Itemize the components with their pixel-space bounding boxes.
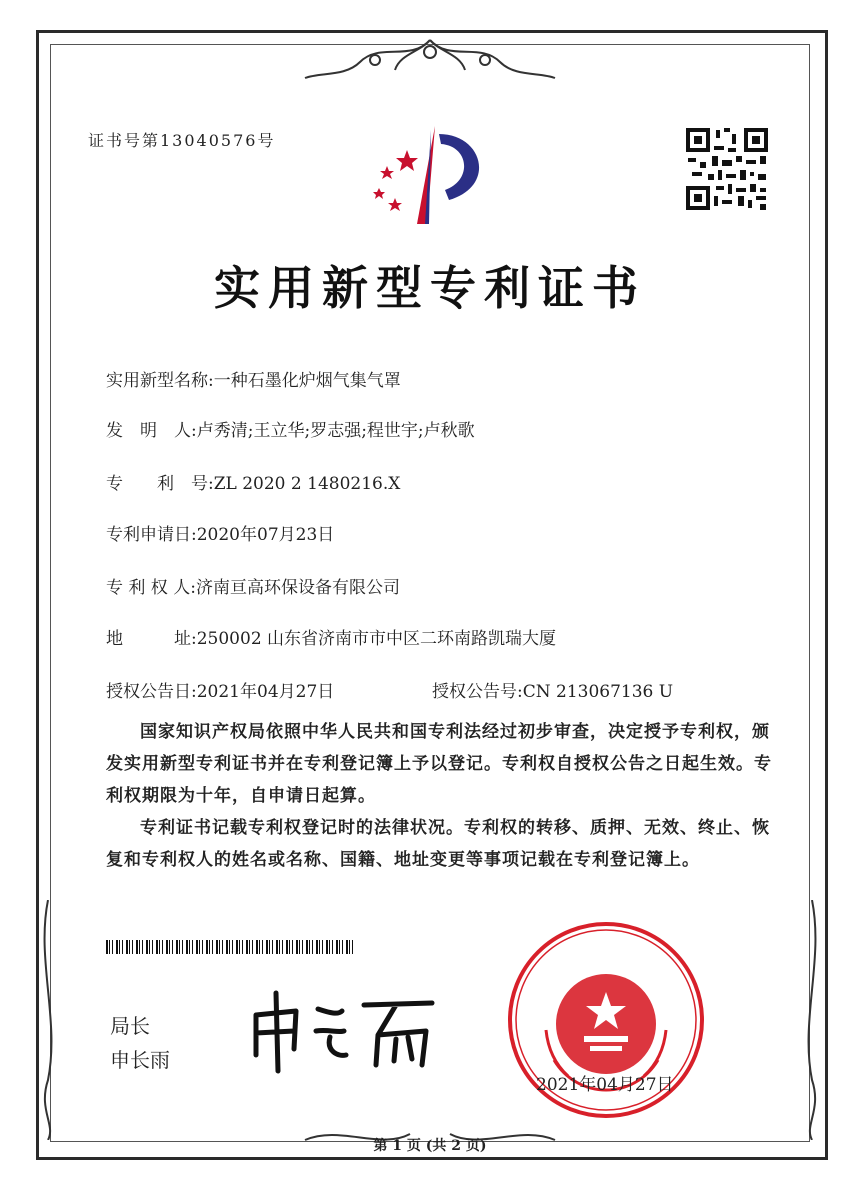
field-grant-number (432, 677, 673, 702)
barcode-bar (182, 940, 183, 954)
barcode-bar (312, 940, 313, 954)
field-label: 实用新型名称: (106, 371, 214, 391)
director-title: 局长 (110, 1014, 150, 1038)
barcode-bar (106, 940, 108, 954)
barcode-bar (199, 940, 200, 954)
barcode-bar (256, 940, 258, 954)
field-value: 2021年04月27日 (196, 682, 335, 702)
barcode-bar (262, 940, 263, 954)
barcode-bar (296, 940, 298, 954)
barcode-bar (339, 940, 340, 954)
barcode-bar (342, 940, 343, 954)
field-inventors (106, 416, 475, 441)
barcode-bar (259, 940, 260, 954)
barcode-bar (346, 940, 348, 954)
field-value: 250002 山东省济南市市中区二环南路凯瑞大厦 (196, 629, 557, 649)
field-utility-model-name (106, 366, 401, 391)
barcode-bar (226, 940, 228, 954)
barcode-bar (269, 940, 270, 954)
barcode-bar (136, 940, 138, 954)
barcode-bar (246, 940, 248, 954)
barcode-bar (322, 940, 323, 954)
barcode-bar (179, 940, 180, 954)
barcode-bar (129, 940, 130, 954)
barcode-bar (142, 940, 143, 954)
field-value: CN 213067136 U (522, 682, 674, 702)
barcode-bar (116, 940, 118, 954)
barcode-bar (206, 940, 208, 954)
field-patent-number (106, 469, 400, 494)
field-label: 专 利 权 人: (106, 578, 196, 598)
corner-ornament-icon (36, 900, 60, 1140)
barcode-bar (139, 940, 140, 954)
document-title: 实用新型专利证书 (214, 261, 646, 315)
field-label: 发 明 人: (106, 421, 197, 441)
barcode-bar (219, 940, 220, 954)
field-address (106, 624, 556, 649)
field-value: 一种石墨化炉烟气集气罩 (213, 371, 401, 391)
barcode-bar (112, 940, 113, 954)
barcode-bar (292, 940, 293, 954)
barcode-bar (169, 940, 170, 954)
barcode-bar (186, 940, 188, 954)
barcode-bar (326, 940, 328, 954)
barcode-bar (242, 940, 243, 954)
barcode-icon (106, 940, 356, 954)
barcode-bar (336, 940, 338, 954)
field-label: 授权公告日: (106, 682, 197, 702)
barcode-bar (352, 940, 353, 954)
barcode-bar (122, 940, 123, 954)
barcode-bar (196, 940, 198, 954)
barcode-bar (202, 940, 203, 954)
barcode-bar (159, 940, 160, 954)
barcode-bar (286, 940, 288, 954)
barcode-bar (192, 940, 193, 954)
top-ornament-icon (300, 32, 560, 88)
cnipa-logo-icon (365, 120, 495, 230)
barcode-bar (266, 940, 268, 954)
barcode-bar (332, 940, 333, 954)
field-patentee (106, 573, 400, 598)
barcode-bar (222, 940, 223, 954)
page-number: 第 1 页 (共 2 页) (373, 1138, 487, 1154)
barcode-bar (172, 940, 173, 954)
field-value: 2020年07月23日 (196, 525, 335, 545)
barcode-bar (276, 940, 278, 954)
barcode-bar (212, 940, 213, 954)
director-name: 申长雨 (110, 1048, 170, 1072)
barcode-bar (299, 940, 300, 954)
barcode-bar (282, 940, 283, 954)
barcode-bar (279, 940, 280, 954)
barcode-bar (209, 940, 210, 954)
certificate-number: 证书号第13040576号 (88, 131, 276, 150)
barcode-bar (166, 940, 168, 954)
barcode-bar (239, 940, 240, 954)
field-label: 地 址: (106, 629, 197, 649)
barcode-bar (309, 940, 310, 954)
body-paragraph: 专利证书记载专利权登记时的法律状况。专利权的转移、质押、无效、终止、恢复和专利权人的姓名或名称、国籍、地址变更等事项记载在专利登记簿上。 (106, 818, 770, 870)
field-label: 授权公告号: (432, 682, 523, 702)
barcode-bar (152, 940, 153, 954)
barcode-bar (302, 940, 303, 954)
barcode-bar (249, 940, 250, 954)
barcode-bar (232, 940, 233, 954)
barcode-bar (319, 940, 320, 954)
barcode-bar (149, 940, 150, 954)
seal-date: 2021年04月27日 (536, 1075, 674, 1095)
barcode-bar (316, 940, 318, 954)
barcode-bar (236, 940, 238, 954)
barcode-bar (216, 940, 218, 954)
body-paragraph: 国家知识产权局依照中华人民共和国专利法经过初步审查，决定授予专利权，颁发实用新型专利证书并在专利登记簿上予以登记。专利权自授权公告之日起生效。专利权期限为十年，自申请日起算。 (106, 722, 772, 806)
director-signature (246, 985, 446, 1075)
corner-ornament-icon (800, 900, 824, 1140)
barcode-bar (289, 940, 290, 954)
barcode-bar (176, 940, 178, 954)
field-label: 专利申请日: (106, 525, 197, 545)
barcode-bar (252, 940, 253, 954)
barcode-bar (132, 940, 133, 954)
barcode-bar (229, 940, 230, 954)
barcode-bar (189, 940, 190, 954)
barcode-bar (109, 940, 110, 954)
field-label: 专 利 号: (106, 474, 214, 494)
barcode-bar (329, 940, 330, 954)
barcode-bar (119, 940, 120, 954)
field-grant-date (106, 677, 334, 702)
barcode-bar (156, 940, 158, 954)
barcode-bar (272, 940, 273, 954)
field-value: ZL 2020 2 1480216.X (213, 474, 401, 494)
barcode-bar (162, 940, 163, 954)
barcode-bar (146, 940, 148, 954)
field-application-date (106, 520, 334, 545)
field-value: 济南亘高环保设备有限公司 (195, 578, 400, 598)
barcode-bar (126, 940, 128, 954)
barcode-bar (306, 940, 308, 954)
qr-code-icon (684, 126, 770, 212)
field-value: 卢秀清;王立华;罗志强;程世宇;卢秋歌 (196, 421, 475, 441)
barcode-bar (349, 940, 350, 954)
